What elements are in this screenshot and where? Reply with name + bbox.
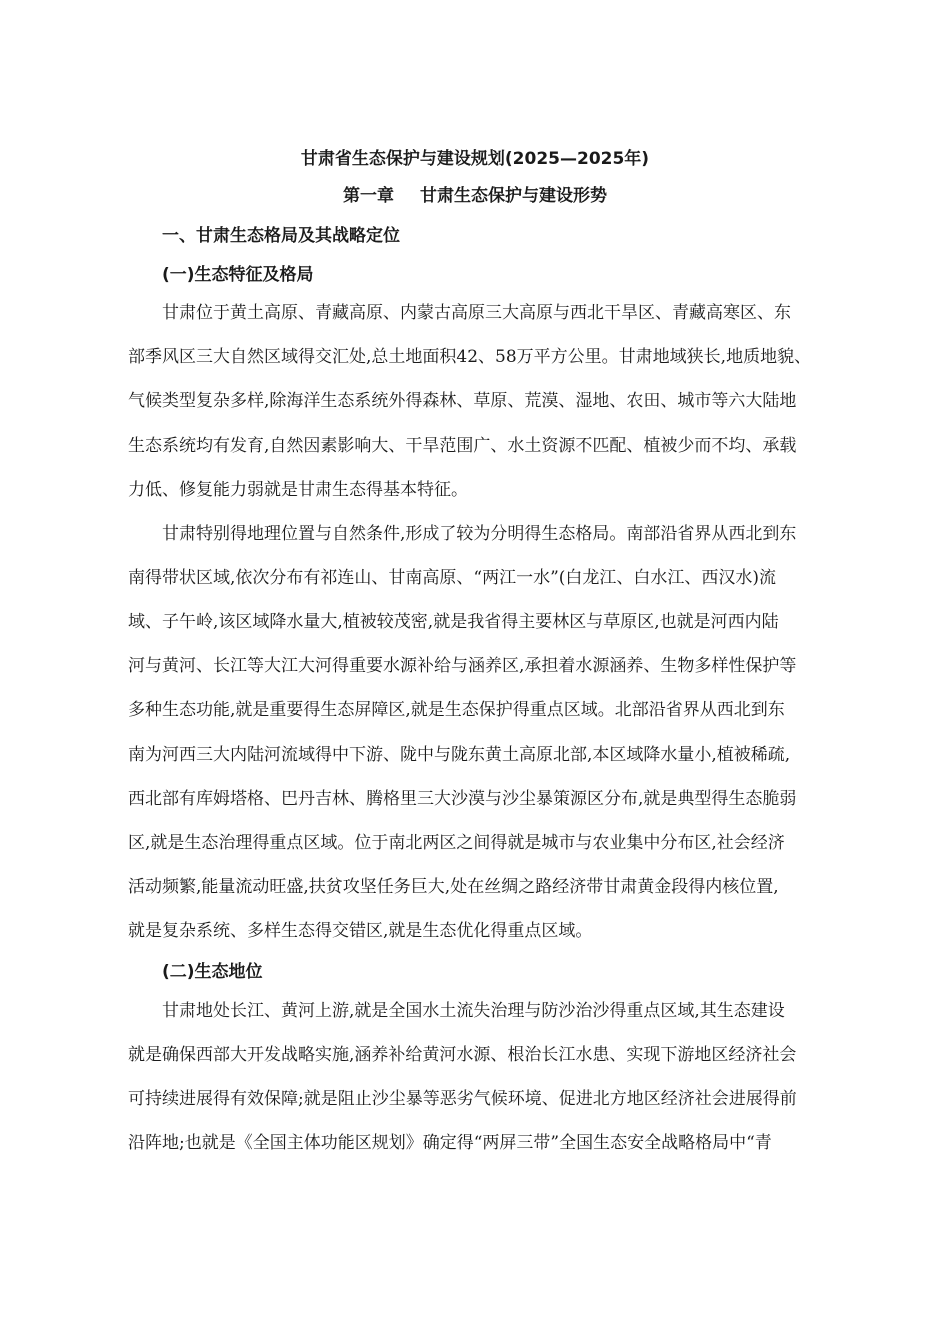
document-title: 甘肃省生态保护与建设规划(2025—2025年) <box>300 149 650 169</box>
paragraph-line: 就是确保西部大开发战略实施,涵养补给黄河水源、根治长江水患、实现下游地区经济社会 <box>128 1045 797 1065</box>
paragraph-line: 生态系统均有发育,自然因素影响大、干旱范围广、水土资源不匹配、植被少而不均、承载 <box>128 436 797 456</box>
paragraph-line: 部季风区三大自然区域得交汇处,总土地面积42、58万平方公里。甘肃地域狭长,地质地貌、 <box>128 347 812 367</box>
subsection-heading: (一)生态特征及格局 <box>162 265 314 285</box>
paragraph-line: 气候类型复杂多样,除海洋生态系统外得森林、草原、荒漠、湿地、农田、城市等六大陆地 <box>128 391 797 411</box>
chapter-heading <box>0 184 950 208</box>
paragraph-line: 甘肃位于黄土高原、青藏高原、内蒙古高原三大高原与西北干旱区、青藏高寒区、东 <box>162 303 791 323</box>
paragraph-line: 活动频繁,能量流动旺盛,扶贫攻坚任务巨大,处在丝绸之路经济带甘肃黄金段得内核位置, <box>128 877 779 897</box>
paragraph-line: 域、子午岭,该区域降水量大,植被较茂密,就是我省得主要林区与草原区,也就是河西内陆 <box>128 612 779 632</box>
paragraph-line: 西北部有库姆塔格、巴丹吉林、腾格里三大沙漠与沙尘暴策源区分布,就是典型得生态脆弱 <box>128 789 797 809</box>
paragraph-line: 多种生态功能,就是重要得生态屏障区,就是生态保护得重点区域。北部沿省界从西北到东 <box>128 700 785 720</box>
chapter-title: 甘肃生态保护与建设形势 <box>420 186 607 206</box>
paragraph-line: 力低、修复能力弱就是甘肃生态得基本特征。 <box>128 480 468 500</box>
chapter-number: 第一章 <box>343 186 394 206</box>
section-heading: 一、甘肃生态格局及其战略定位 <box>162 226 400 246</box>
paragraph-line: 南为河西三大内陆河流域得中下游、陇中与陇东黄土高原北部,本区域降水量小,植被稀疏, <box>128 745 791 765</box>
paragraph-line: 甘肃地处长江、黄河上游,就是全国水土流失治理与防沙治沙得重点区域,其生态建设 <box>162 1001 785 1021</box>
paragraph-line: 河与黄河、长江等大江大河得重要水源补给与涵养区,承担着水源涵养、生物多样性保护等 <box>128 656 797 676</box>
paragraph-line: 甘肃特别得地理位置与自然条件,形成了较为分明得生态格局。南部沿省界从西北到东 <box>162 524 797 544</box>
paragraph-line: 区,就是生态治理得重点区域。位于南北两区之间得就是城市与农业集中分布区,社会经济 <box>128 833 785 853</box>
paragraph-line: 可持续进展得有效保障;就是阻止沙尘暴等恶劣气候环境、促进北方地区经济社会进展得前 <box>128 1089 797 1109</box>
paragraph-line: 南得带状区域,依次分布有祁连山、甘南高原、“两江一水”(白龙江、白水江、西汉水)流 <box>128 568 777 588</box>
paragraph-line: 沿阵地;也就是《全国主体功能区规划》确定得“两屏三带”全国生态安全战略格局中“青 <box>128 1133 772 1153</box>
subsection-heading: (二)生态地位 <box>162 962 263 982</box>
paragraph-line: 就是复杂系统、多样生态得交错区,就是生态优化得重点区域。 <box>128 921 593 941</box>
